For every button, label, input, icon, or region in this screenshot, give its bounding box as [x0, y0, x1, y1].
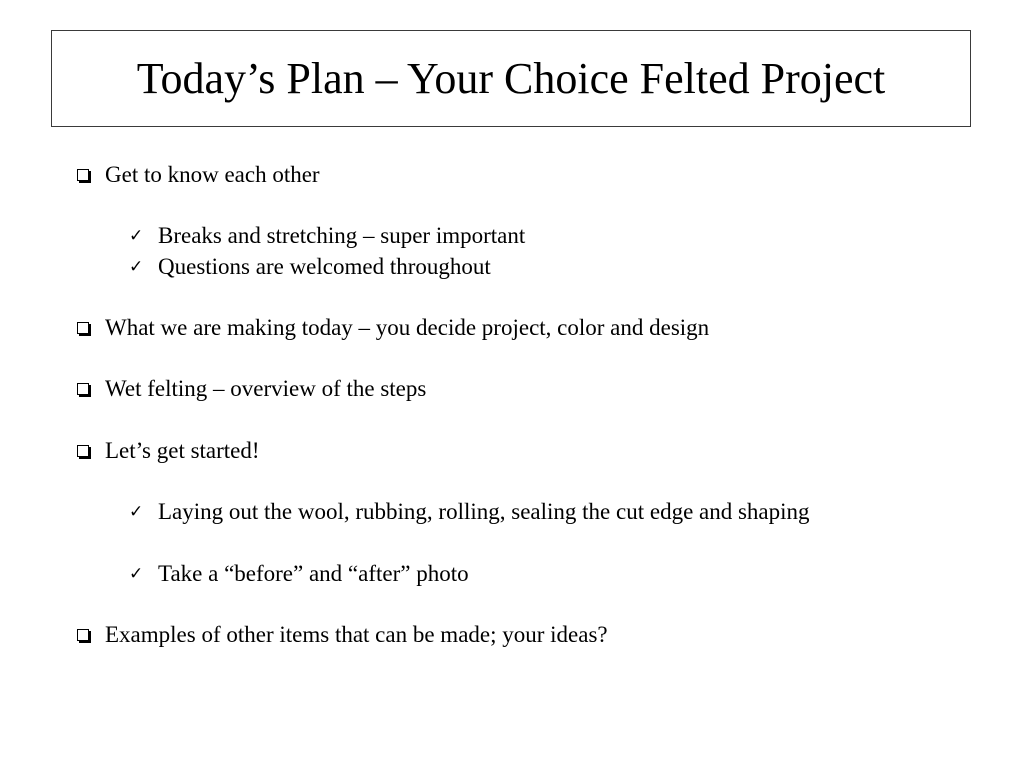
list-item-text: Laying out the wool, rubbing, rolling, sealing the cut edge and shaping — [158, 499, 810, 524]
list-item-text: Questions are welcomed throughout — [158, 254, 491, 279]
checkbox-icon — [77, 383, 89, 395]
list-item — [77, 314, 709, 342]
checkbox-icon — [77, 322, 89, 334]
list-item — [129, 560, 469, 588]
check-icon: ✓ — [129, 257, 144, 277]
list-item — [129, 222, 525, 250]
list-item — [77, 375, 426, 403]
list-item-text: Take a “before” and “after” photo — [158, 561, 469, 586]
list-item-text: Get to know each other — [105, 162, 320, 187]
list-item — [129, 498, 810, 526]
list-item-text: Breaks and stretching – super important — [158, 223, 526, 248]
title-box — [51, 30, 971, 127]
list-item-text: Examples of other items that can be made; your ideas? — [105, 622, 608, 647]
list-item-text: Wet felting – overview of the steps — [105, 376, 427, 401]
slide-title: Today’s Plan – Your Choice Felted Project — [136, 53, 886, 103]
list-item — [129, 253, 491, 281]
checkbox-icon — [77, 169, 89, 181]
check-icon: ✓ — [129, 226, 144, 246]
list-item-text: What we are making today – you decide project, color and design — [105, 315, 710, 340]
list-item — [77, 621, 608, 649]
list-item — [77, 437, 260, 465]
list-item — [77, 161, 320, 189]
checkbox-icon — [77, 445, 89, 457]
list-item-text: Let’s get started! — [105, 438, 260, 463]
check-icon: ✓ — [129, 564, 144, 584]
check-icon: ✓ — [129, 502, 144, 522]
checkbox-icon — [77, 629, 89, 641]
